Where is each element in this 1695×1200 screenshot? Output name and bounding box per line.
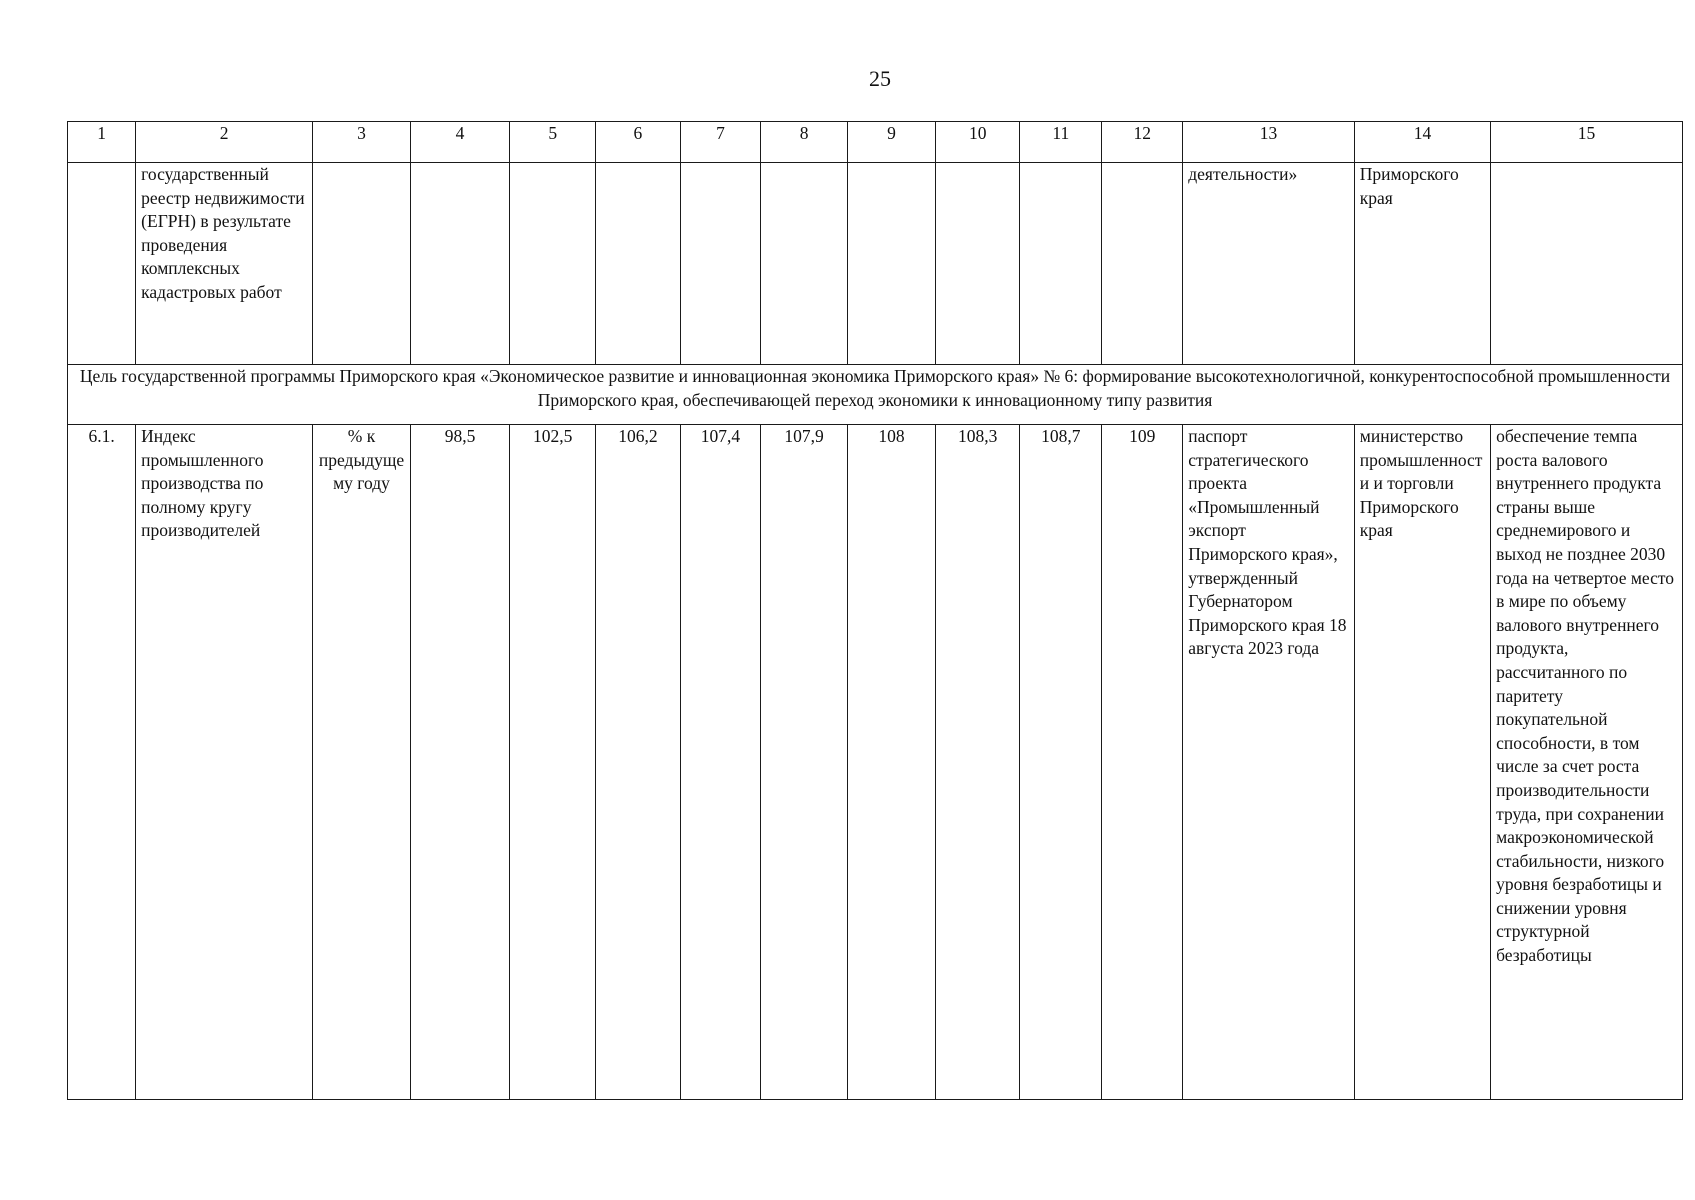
cell-number: 6.1. [68,425,136,1100]
cell-value: 108,7 [1020,425,1102,1100]
cell-indicator: Индекс промышленного производства по полному кругу производителей [136,425,313,1100]
goal-text: Цель государственной программы Приморского края «Экономическое развитие и инновационная экономика Приморского края» № 6: формирование высокотехнологичной, конкурентоспособной промышленности Приморского края, обеспечивающей переход экономики к инновационному типу развития [68,365,1683,425]
col-header: 4 [411,122,510,163]
cell-value: 107,4 [680,425,761,1100]
cell-empty [936,163,1020,365]
cell-empty [596,163,680,365]
cell-empty [1020,163,1102,365]
col-header: 15 [1491,122,1683,163]
cell-document: паспорт стратегического проекта «Промышленный экспорт Приморского края», утвержденный Губернатором Приморского края 18 августа 2023 года [1183,425,1355,1100]
column-number-row [68,122,1683,163]
cell-indicator: государственный реестр недвижимости (ЕГРН) в результате проведения комплексных кадастровых работ [136,163,313,365]
table-row-6-1 [68,425,1683,1100]
table-row-continuation [68,163,1683,365]
cell-value: 98,5 [411,425,510,1100]
cell-value: 108,3 [936,425,1020,1100]
cell-responsible: министерство промышленности и торговли Приморского края [1354,425,1490,1100]
col-header: 10 [936,122,1020,163]
col-header: 6 [596,122,680,163]
col-header: 2 [136,122,313,163]
col-header: 14 [1354,122,1490,163]
col-header: 12 [1102,122,1183,163]
cell-value: 108 [847,425,935,1100]
page-number: 25 [869,66,891,91]
col-header: 3 [313,122,411,163]
col-header: 5 [510,122,596,163]
col-header: 1 [68,122,136,163]
cell-unit: % к предыдущему году [313,425,411,1100]
cell-responsible: Приморского края [1354,163,1490,365]
col-header: 8 [761,122,847,163]
cell-number [68,163,136,365]
cell-empty [680,163,761,365]
col-header: 13 [1183,122,1355,163]
cell-value: 107,9 [761,425,847,1100]
indicators-table [67,121,1683,1100]
cell-empty [313,163,411,365]
cell-empty [761,163,847,365]
cell-empty [847,163,935,365]
cell-goal-link: обеспечение темпа роста валового внутреннего продукта страны выше среднемирового и выход не позднее 2030 года на четвертое место в мире по объему валового внутреннего продукта, рассчитанного по паритету покупательной способности, в том числе за счет роста производительности труда, при сохранении макроэкономической стабильности, низкого уровня безработицы и снижении уровня структурной безработицы [1491,425,1683,1100]
cell-value: 102,5 [510,425,596,1100]
cell-value: 109 [1102,425,1183,1100]
cell-empty [1102,163,1183,365]
cell-document: деятельности» [1183,163,1355,365]
goal-row [68,365,1683,425]
cell-value: 106,2 [596,425,680,1100]
col-header: 11 [1020,122,1102,163]
col-header: 7 [680,122,761,163]
cell-goal-link [1491,163,1683,365]
cell-empty [510,163,596,365]
cell-empty [411,163,510,365]
col-header: 9 [847,122,935,163]
